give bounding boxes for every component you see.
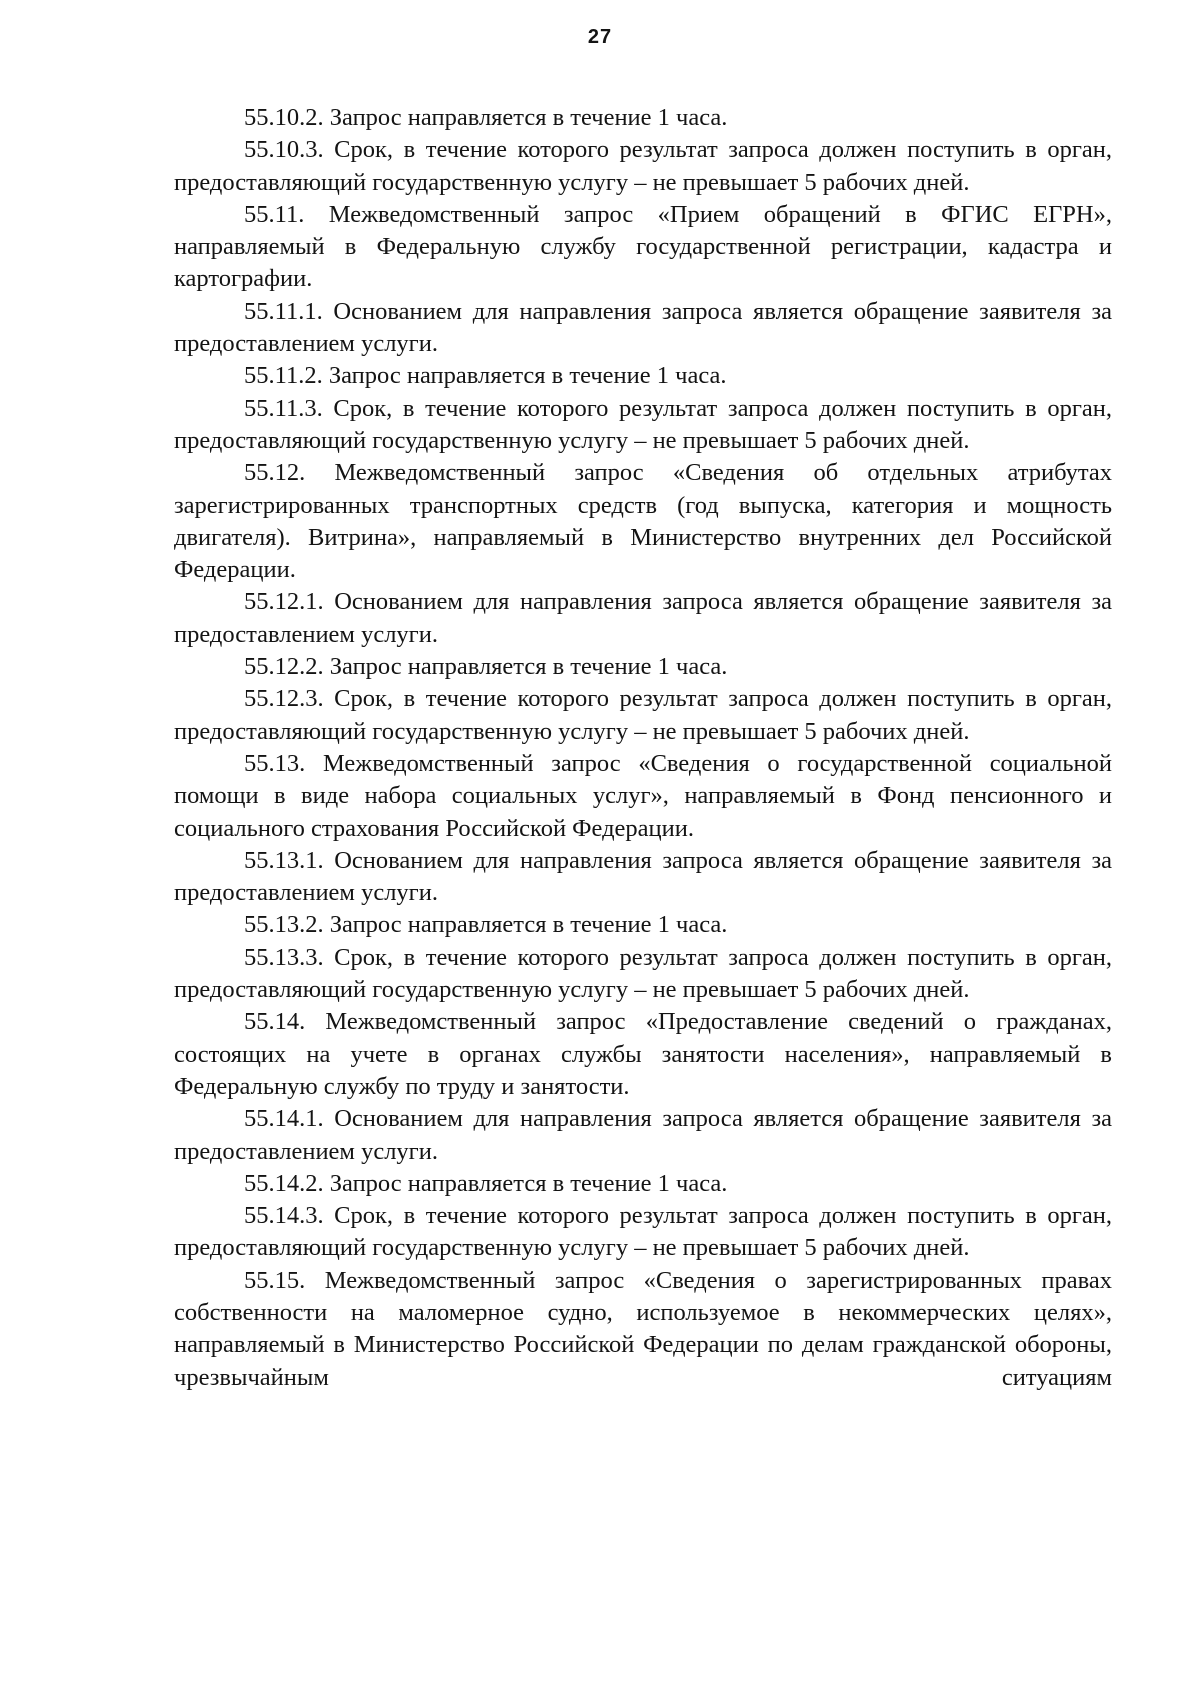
paragraph-55-11-3: 55.11.3. Срок, в течение которого результат запроса должен поступить в орган, предоставляющий государственную услугу – не превышает 5 рабочих дней. bbox=[174, 394, 1112, 454]
paragraph-55-13-1: 55.13.1. Основанием для направления запроса является обращение заявителя за предоставлением услуги. bbox=[174, 846, 1112, 907]
paragraph-55-12-2: 55.12.2. Запрос направляется в течение 1 часа. bbox=[244, 653, 728, 681]
paragraph-55-12-3: 55.12.3. Срок, в течение которого результат запроса должен поступить в орган, предоставляющий государственную услугу – не превышает 5 рабочих дней. bbox=[174, 685, 1112, 745]
paragraph-55-12: 55.12. Межведомственный запрос «Сведения об отдельных атрибутах зарегистрированных транспортных средств (год выпуска, категория и мощность двигателя). Витрина», направляемый в Министерство внутренних дел Российской Федерации. bbox=[174, 459, 1112, 584]
paragraph-55-14: 55.14. Межведомственный запрос «Предоставление сведений о гражданах, состоящих на учете в органах службы занятости населения», направляемый в Федеральную службу по труду и занятости. bbox=[174, 1008, 1112, 1100]
page-number: 27 bbox=[587, 26, 613, 48]
paragraph-55-12-1: 55.12.1. Основанием для направления запроса является обращение заявителя за предоставлением услуги. bbox=[174, 588, 1112, 648]
paragraph-55-14-1: 55.14.1. Основанием для направления запроса является обращение заявителя за предоставлением услуги. bbox=[174, 1105, 1112, 1165]
paragraph-55-14-3: 55.14.3. Срок, в течение которого результат запроса должен поступить в орган, предоставляющий государственную услугу – не превышает 5 рабочих дней. bbox=[174, 1202, 1112, 1262]
paragraph-55-11-2: 55.11.2. Запрос направляется в течение 1 часа. bbox=[244, 362, 727, 390]
paragraph-55-11-1: 55.11.1. Основанием для направления запроса является обращение заявителя за предоставлением услуги. bbox=[174, 297, 1112, 358]
paragraph-55-10-2: 55.10.2. Запрос направляется в течение 1 часа. bbox=[244, 104, 728, 131]
paragraph-55-13-2: 55.13.2. Запрос направляется в течение 1 часа. bbox=[244, 911, 728, 939]
paragraph-55-10-3: 55.10.3. Срок, в течение которого результат запроса должен поступить в орган, предоставляющий государственную услугу – не превышает 5 рабочих дней. bbox=[174, 136, 1112, 196]
paragraph-55-13-3: 55.13.3. Срок, в течение которого результат запроса должен поступить в орган, предоставляющий государственную услугу – не превышает 5 рабочих дней. bbox=[174, 943, 1112, 1004]
paragraph-55-11: 55.11. Межведомственный запрос «Прием обращений в ФГИС ЕГРН», направляемый в Федеральную службу государственной регистрации, кадастра и картографии. bbox=[174, 200, 1112, 293]
paragraph-55-15: 55.15. Межведомственный запрос «Сведения о зарегистрированных правах собственности на маломерное судно, используемое в некоммерческих целях», направляемый в Министерство Российской Федерации по делам гражданской обороны, чрезвычайным ситуациям bbox=[174, 1266, 1112, 1391]
paragraph-55-14-2: 55.14.2. Запрос направляется в течение 1 часа. bbox=[244, 1169, 728, 1197]
document-body bbox=[174, 102, 1112, 1394]
paragraph-55-13: 55.13. Межведомственный запрос «Сведения о государственной социальной помощи в виде набора социальных услуг», направляемый в Фонд пенсионного и социального страхования Российской Федерации. bbox=[174, 749, 1112, 842]
